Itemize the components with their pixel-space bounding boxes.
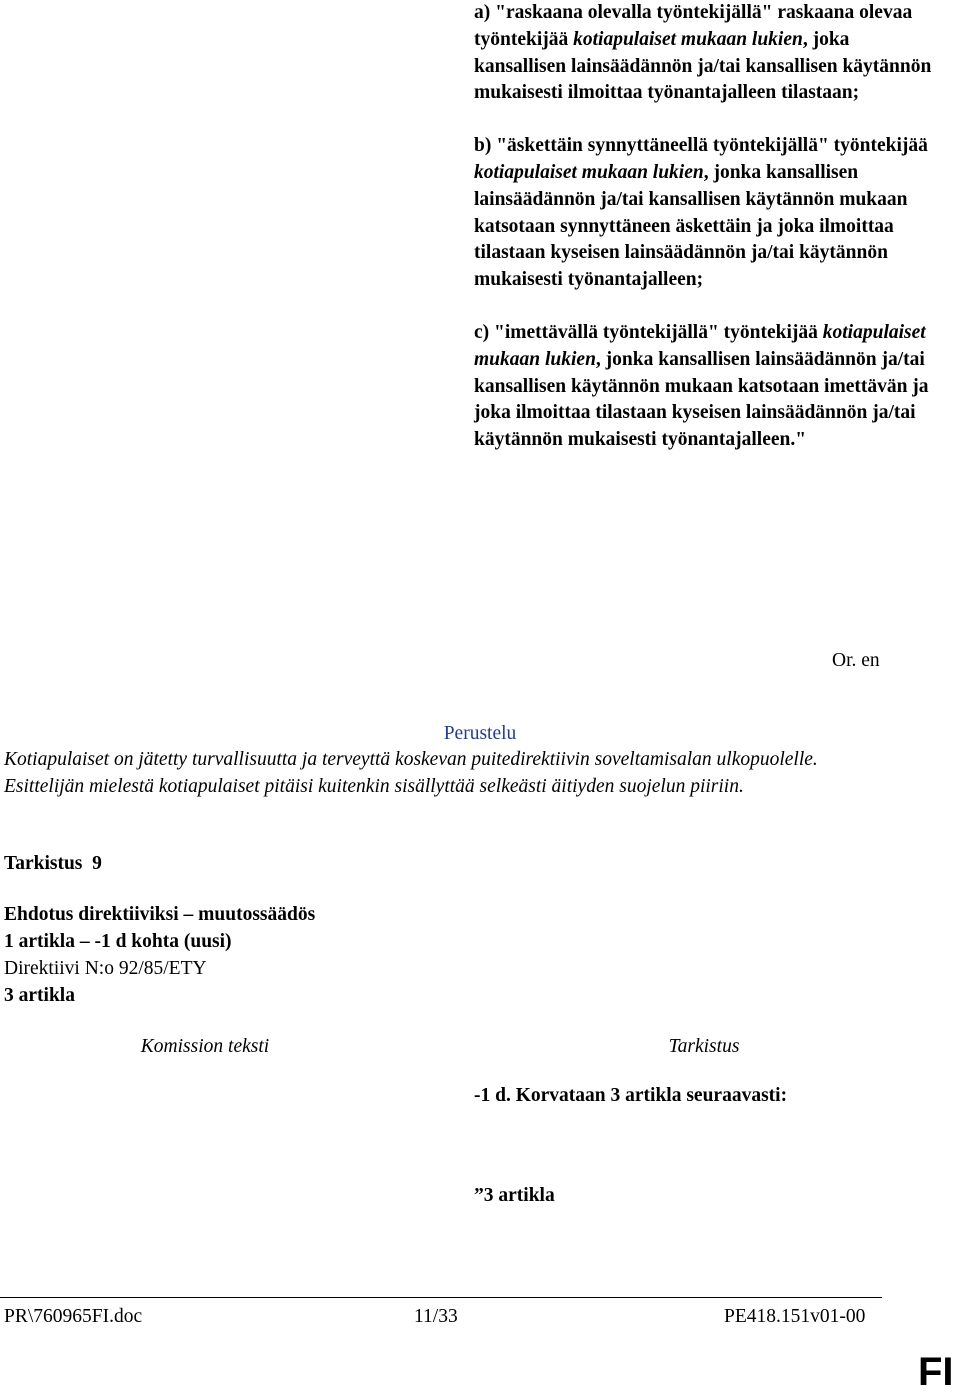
definition-c xyxy=(474,320,934,454)
original-language: Or. en xyxy=(832,650,880,671)
definition-a-lead: a) "raskaana olevalla työntekijällä" raskaana olevaa työntekijää xyxy=(474,2,913,50)
footer-document-reference: PE418.151v01-00 xyxy=(724,1306,866,1327)
footer-rule xyxy=(0,1297,882,1298)
amendment-number-value: 9 xyxy=(92,853,102,874)
amendment-number xyxy=(4,851,102,878)
justification-heading: Perustelu xyxy=(443,723,517,744)
amendment-instruction-text: -1 d. Korvataan 3 artikla seuraavasti: xyxy=(474,1085,788,1106)
article-reference: 1 artikla – -1 d kohta (uusi) xyxy=(4,931,232,952)
directive-reference: Direktiivi N:o 92/85/ETY xyxy=(4,958,207,979)
definition-b-tail: , jonka kansallisen lainsäädännön ja/tai kansallisen käytännön mukaan katsotaan synnyttäneen äskettäin ja joka ilmoittaa tilastaan kyseisen lainsäädännön ja/tai käytännön mukaisesti työnantajalleen; xyxy=(474,161,908,291)
amendment-article-title: ”3 artikla xyxy=(474,1185,555,1206)
column-header-amendment: Tarkistus xyxy=(668,1036,740,1057)
definition-b xyxy=(474,133,934,294)
amendment-instruction xyxy=(474,1083,787,1110)
column-header-commission-text: Komission teksti xyxy=(140,1036,270,1057)
definition-a xyxy=(474,0,934,107)
definition-b-emphasis: kotiapulaiset mukaan lukien xyxy=(474,161,704,183)
proposal-title: Ehdotus direktiiviksi – muutossäädös xyxy=(4,904,316,925)
amendment-number-label: Tarkistus xyxy=(4,853,83,874)
footer-language-code: FI xyxy=(918,1350,954,1394)
footer-filename: PR\760965FI.doc xyxy=(4,1306,143,1327)
definition-b-lead: b) "äskettäin synnyttäneellä työntekijällä" työntekijää xyxy=(474,135,928,157)
amendment-text-column xyxy=(474,0,934,454)
definition-a-tail: , joka kansallisen lainsäädännön ja/tai kansallisen käytännön mukaisesti ilmoittaa työnantajalleen tilastaan; xyxy=(474,28,932,104)
definition-a-emphasis: kotiapulaiset mukaan lukien xyxy=(573,28,803,50)
definition-c-tail: , jonka kansallisen lainsäädännön ja/tai kansallisen käytännön mukaan katsotaan imettävän ja joka ilmoittaa tilastaan kyseisen lainsäädännön ja/tai käytännön mukaisesti työnantajalleen." xyxy=(474,348,929,451)
definition-c-lead: c) "imettävällä työntekijällä" työntekijää xyxy=(474,321,823,343)
footer-page-number: 11/33 xyxy=(414,1306,458,1327)
justification-text: Kotiapulaiset on jätetty turvallisuutta ja terveyttä koskevan puitedirektiivin soveltamisalan ulkopuolelle. Esittelijän mielestä kotiapulaiset pitäisi kuitenkin sisällyttää selkeästi äitiyden suojelun piiriin. xyxy=(4,749,818,797)
article-heading: 3 artikla xyxy=(4,985,75,1006)
definition-c-emphasis: kotiapulaiset mukaan lukien xyxy=(474,321,926,370)
